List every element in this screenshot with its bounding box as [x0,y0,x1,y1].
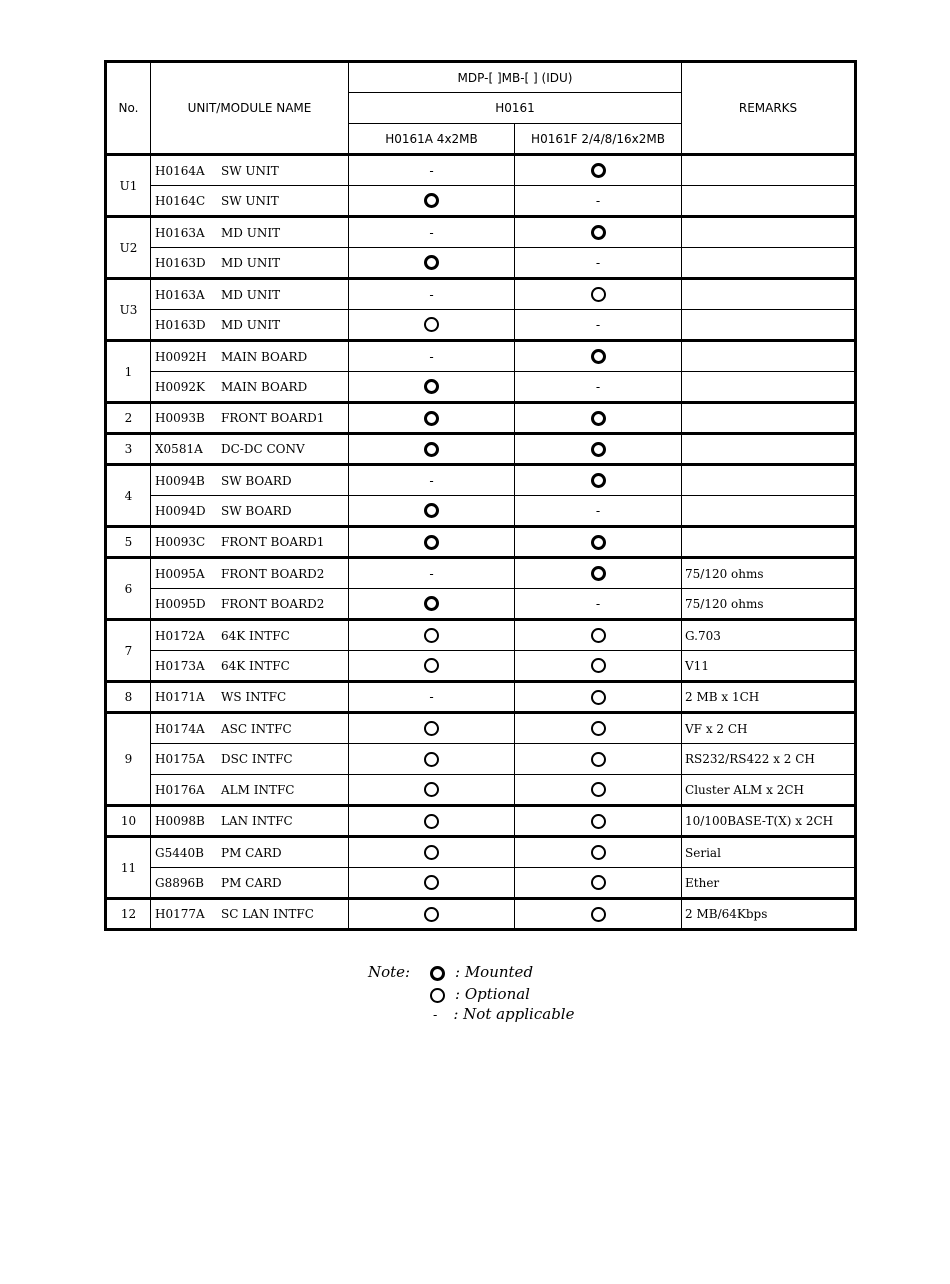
remarks-cell: 10/100BASE-T(X) x 2CH [682,806,856,837]
table-row [106,837,856,868]
unit-code: X0581A [155,442,203,456]
remarks-cell [682,434,856,465]
optional-symbol-icon [591,814,606,829]
optional-symbol-icon [424,721,439,736]
mounted-symbol-icon [424,379,439,394]
unit-name: FRONT BOARD1 [221,535,325,549]
remarks-cell: VF x 2 CH [682,713,856,744]
not-applicable-symbol: - [429,566,434,581]
mounted-symbol-icon [591,225,606,240]
not-applicable-symbol: - [429,287,434,302]
unit-name-cell [151,806,349,837]
unit-code: H0172A [155,628,205,643]
unit-name-cell [151,744,349,775]
optional-symbol-icon [591,782,606,797]
row-number: 9 [106,713,151,806]
remarks-cell: Serial [682,837,856,868]
remarks-cell [682,465,856,496]
row-number: 12 [106,899,151,930]
row-group [106,899,856,930]
row-group [106,279,856,341]
unit-name-cell [151,620,349,651]
unit-name: DSC INTFC [221,752,293,766]
unit-code: H0094D [155,503,206,518]
unit-code: H0093C [155,535,206,549]
unit-name-cell [151,403,349,434]
unit-name-cell [151,341,349,372]
mounted-symbol-icon [424,255,439,270]
header-remarks: REMARKS [682,62,856,155]
table-row [106,651,856,682]
table-row [106,682,856,713]
row-number: U3 [106,279,151,341]
optional-symbol-icon [591,845,606,860]
unit-code: H0171A [155,690,205,704]
row-group [106,620,856,682]
mark-cell-f [515,465,682,496]
row-group [106,341,856,403]
mark-cell-f [515,434,682,465]
mark-cell-f [515,899,682,930]
unit-name-cell [151,279,349,310]
mark-cell-f [515,186,682,217]
not-applicable-symbol: - [429,349,434,364]
unit-name: SC LAN INTFC [221,907,314,921]
unit-name: 64K INTFC [221,628,290,643]
remarks-cell [682,496,856,527]
remarks-cell: Ether [682,868,856,899]
mark-cell-a [349,899,515,930]
mounted-symbol-icon [591,535,606,550]
not-applicable-symbol: - [595,503,601,518]
unit-name-cell [151,775,349,806]
mark-cell-f [515,310,682,341]
row-number: 1 [106,341,151,403]
row-group [106,403,856,434]
unit-name: SW BOARD [221,473,292,488]
table-row [106,775,856,806]
row-group [106,558,856,620]
unit-name-cell [151,837,349,868]
remarks-cell: 2 MB/64Kbps [682,899,856,930]
unit-code: H0163A [155,225,205,240]
header-model: MDP-[ ]MB-[ ] (IDU) [349,62,682,93]
mark-cell-a [349,434,515,465]
legend-optional [430,984,530,1004]
unit-name: FRONT BOARD2 [221,596,325,611]
remarks-cell: V11 [682,651,856,682]
unit-code: H0177A [155,907,205,921]
unit-code: H0164C [155,193,206,208]
not-applicable-symbol: - [433,1008,438,1022]
unit-name-cell [151,155,349,186]
mark-cell-a [349,589,515,620]
optional-symbol-icon [424,317,439,332]
unit-name: FRONT BOARD1 [221,411,325,425]
mark-cell-f [515,806,682,837]
mark-cell-f [515,651,682,682]
remarks-cell [682,248,856,279]
unit-name: SW UNIT [221,193,279,208]
mounted-symbol-icon [424,596,439,611]
unit-code: H0164A [155,163,205,178]
mark-cell-a [349,279,515,310]
mounted-symbol-icon [591,442,606,457]
unit-code: H0163D [155,255,206,270]
optional-symbol-icon [424,907,439,922]
table-row [106,310,856,341]
table-row [106,744,856,775]
remarks-cell [682,217,856,248]
mark-cell-f [515,527,682,558]
optional-symbol-icon [591,658,606,673]
row-number: 5 [106,527,151,558]
table-row [106,403,856,434]
not-applicable-symbol: - [429,163,434,178]
mark-cell-f [515,744,682,775]
legend-not-applicable [430,1004,574,1025]
unit-name-cell [151,651,349,682]
mark-cell-a [349,558,515,589]
unit-name-cell [151,899,349,930]
remarks-cell: RS232/RS422 x 2 CH [682,744,856,775]
unit-name: ASC INTFC [221,721,292,736]
optional-symbol-icon [424,782,439,797]
optional-symbol-icon [424,752,439,767]
unit-name: SW BOARD [221,503,292,518]
unit-name-cell [151,434,349,465]
row-group [106,837,856,899]
mounted-symbol-icon [591,411,606,426]
mark-cell-a [349,744,515,775]
remarks-cell [682,372,856,403]
unit-code: H0095A [155,566,205,581]
optional-symbol-icon [424,628,439,643]
header-col-f: H0161F 2/4/8/16x2MB [515,124,682,155]
mark-cell-f [515,713,682,744]
unit-name-cell [151,682,349,713]
mark-cell-f [515,775,682,806]
mark-cell-a [349,527,515,558]
mark-cell-a [349,341,515,372]
mark-cell-a [349,403,515,434]
not-applicable-symbol: - [595,317,601,332]
mounted-symbol-icon [591,349,606,364]
unit-name-cell [151,558,349,589]
unit-name: ALM INTFC [221,782,295,797]
row-group [106,527,856,558]
remarks-cell [682,155,856,186]
optional-symbol-icon [591,628,606,643]
mark-cell-a [349,682,515,713]
mark-cell-a [349,868,515,899]
row-group [106,713,856,806]
legend-mounted-label: : Mounted [455,963,534,981]
remarks-cell: Cluster ALM x 2CH [682,775,856,806]
mounted-symbol-icon [424,411,439,426]
unit-code: H0092H [155,349,207,364]
optional-symbol-icon [424,875,439,890]
table-row [106,806,856,837]
optional-symbol-icon [591,721,606,736]
mark-cell-a [349,155,515,186]
table-row [106,155,856,186]
row-group [106,217,856,279]
unit-name: MD UNIT [221,255,281,270]
mark-cell-a [349,713,515,744]
header-series: H0161 [349,93,682,124]
unit-name-cell [151,496,349,527]
table-row [106,589,856,620]
unit-name-cell [151,186,349,217]
mark-cell-a [349,496,515,527]
unit-code: H0098B [155,814,205,828]
table-row [106,279,856,310]
mark-cell-a [349,806,515,837]
unit-name: PM CARD [221,875,282,890]
not-applicable-symbol: - [595,193,601,208]
row-group [106,434,856,465]
mark-cell-f [515,372,682,403]
header-no: No. [106,62,151,155]
table-row [106,248,856,279]
table-row [106,465,856,496]
remarks-cell [682,279,856,310]
mounted-symbol-icon [424,535,439,550]
mark-cell-a [349,651,515,682]
remarks-cell: 2 MB x 1CH [682,682,856,713]
mark-cell-a [349,620,515,651]
mark-cell-f [515,496,682,527]
mark-cell-a [349,186,515,217]
unit-code: H0092K [155,379,205,394]
row-number: U1 [106,155,151,217]
unit-name: MAIN BOARD [221,349,308,364]
unit-name-cell [151,868,349,899]
not-applicable-symbol: - [429,225,434,240]
mounted-symbol-icon [591,473,606,488]
mark-cell-f [515,248,682,279]
remarks-cell: 75/120 ohms [682,558,856,589]
not-applicable-symbol: - [595,596,601,611]
remarks-cell: 75/120 ohms [682,589,856,620]
unit-name-cell [151,589,349,620]
table-row [106,527,856,558]
unit-name: MD UNIT [221,317,281,332]
mark-cell-a [349,837,515,868]
unit-code: H0176A [155,782,205,797]
optional-symbol-icon [424,845,439,860]
remarks-cell [682,403,856,434]
table-header [106,62,856,155]
unit-code: H0163D [155,317,206,332]
not-applicable-symbol: - [595,379,601,394]
unit-name: MAIN BOARD [221,379,308,394]
mark-cell-a [349,217,515,248]
optional-symbol-icon [591,690,606,705]
unit-name: 64K INTFC [221,658,290,673]
unit-code: H0094B [155,473,205,488]
unit-name-cell [151,310,349,341]
row-number: U2 [106,217,151,279]
unit-code: G8896B [155,875,204,890]
unit-name: PM CARD [221,845,282,860]
table-row [106,341,856,372]
unit-code: H0175A [155,752,205,766]
remarks-cell: G.703 [682,620,856,651]
row-number: 3 [106,434,151,465]
mounted-symbol-icon [424,193,439,208]
remarks-cell [682,341,856,372]
optional-symbol-icon [430,988,445,1003]
legend-note: Note: [368,963,411,981]
mark-cell-a [349,248,515,279]
legend-mounted [430,962,533,982]
not-applicable-symbol: - [429,690,434,704]
mark-cell-a [349,465,515,496]
unit-code: G5440B [155,845,204,860]
table-row [106,558,856,589]
mounted-symbol-icon [424,503,439,518]
mark-cell-f [515,589,682,620]
unit-name-cell [151,465,349,496]
remarks-cell [682,310,856,341]
table-row [106,899,856,930]
row-number: 4 [106,465,151,527]
mark-cell-a [349,310,515,341]
mounted-symbol-icon [430,966,445,981]
unit-name: MD UNIT [221,225,281,240]
mark-cell-f [515,217,682,248]
not-applicable-symbol: - [595,255,601,270]
unit-name: SW UNIT [221,163,279,178]
mark-cell-f [515,341,682,372]
table-row [106,186,856,217]
row-number: 7 [106,620,151,682]
mark-cell-f [515,682,682,713]
optional-symbol-icon [591,907,606,922]
unit-code: H0093B [155,411,205,425]
not-applicable-symbol: - [429,473,434,488]
unit-code: H0173A [155,658,205,673]
optional-symbol-icon [591,287,606,302]
unit-name: MD UNIT [221,287,281,302]
table-row [106,496,856,527]
row-number: 2 [106,403,151,434]
mounted-symbol-icon [591,566,606,581]
table-row [106,372,856,403]
row-number: 10 [106,806,151,837]
table-row [106,868,856,899]
table-row [106,217,856,248]
unit-name: WS INTFC [221,690,287,704]
unit-name: LAN INTFC [221,814,293,828]
mark-cell-a [349,372,515,403]
unit-name: DC-DC CONV [221,442,305,456]
mounted-symbol-icon [591,163,606,178]
row-number: 6 [106,558,151,620]
optional-symbol-icon [591,875,606,890]
row-group [106,155,856,217]
unit-name: FRONT BOARD2 [221,566,325,581]
unit-name-cell [151,372,349,403]
mark-cell-f [515,558,682,589]
remarks-cell [682,527,856,558]
optional-symbol-icon [591,752,606,767]
row-group [106,465,856,527]
table-row [106,713,856,744]
header-unit-name: UNIT/MODULE NAME [151,62,349,155]
mark-cell-f [515,279,682,310]
unit-code: H0163A [155,287,205,302]
unit-code: H0095D [155,596,206,611]
table-row [106,434,856,465]
table-row [106,620,856,651]
row-group [106,806,856,837]
unit-name-cell [151,217,349,248]
row-number: 11 [106,837,151,899]
unit-module-table [104,60,857,931]
legend-optional-label: : Optional [455,985,530,1003]
remarks-cell [682,186,856,217]
mark-cell-f [515,620,682,651]
mark-cell-f [515,868,682,899]
optional-symbol-icon [424,814,439,829]
header-col-a: H0161A 4x2MB [349,124,515,155]
row-number: 8 [106,682,151,713]
mark-cell-f [515,155,682,186]
mark-cell-f [515,403,682,434]
unit-name-cell [151,527,349,558]
row-group [106,682,856,713]
mounted-symbol-icon [424,442,439,457]
mark-cell-a [349,775,515,806]
unit-name-cell [151,713,349,744]
mark-cell-f [515,837,682,868]
unit-name-cell [151,248,349,279]
legend-not-applicable-label: : Not applicable [453,1005,575,1023]
optional-symbol-icon [424,658,439,673]
unit-code: H0174A [155,721,205,736]
